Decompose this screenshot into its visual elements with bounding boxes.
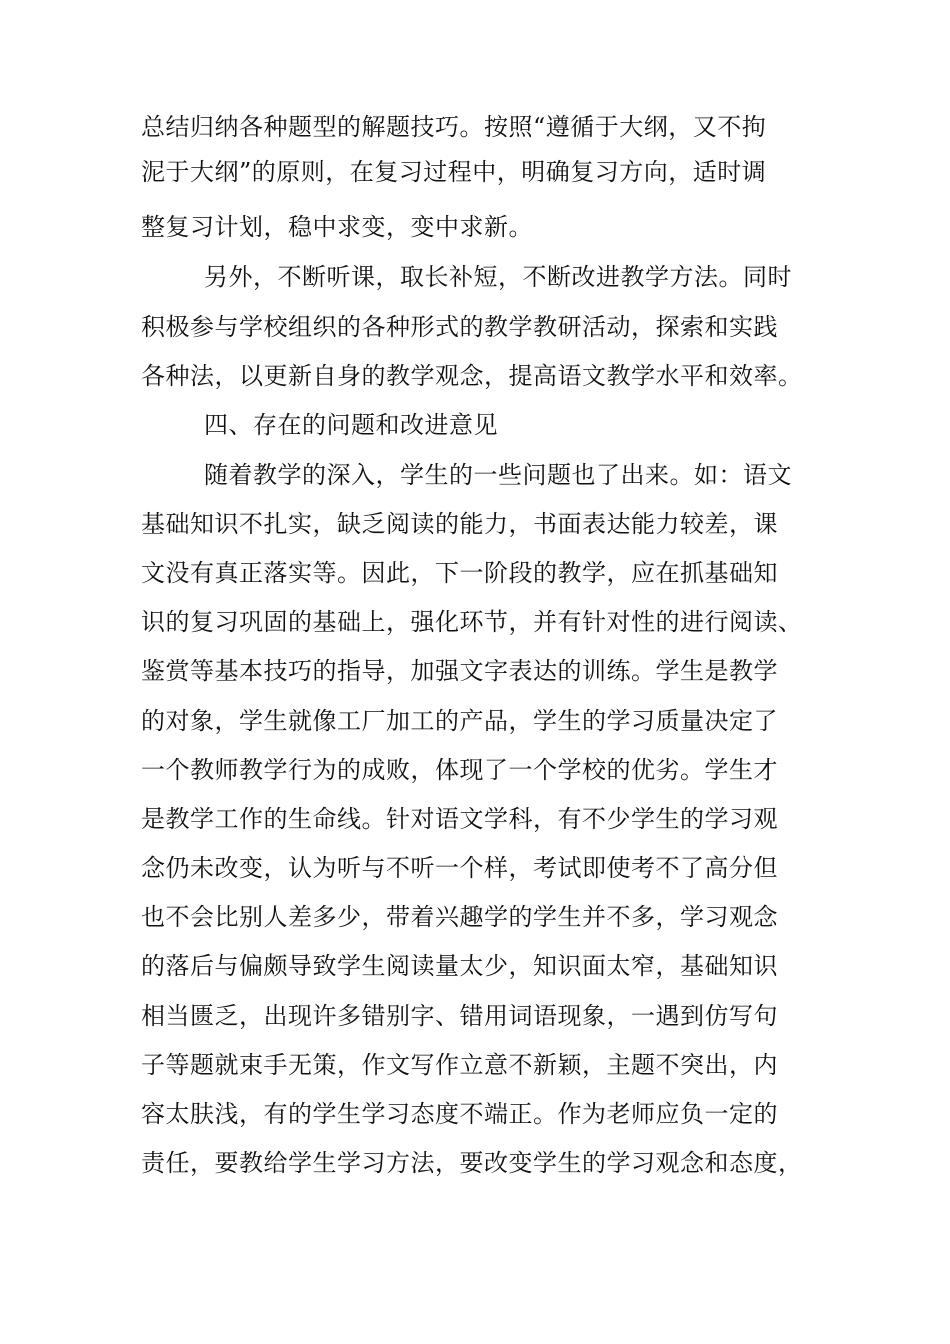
text-line: 鉴赏等基本技巧的指导，加强文字表达的训练。学生是教学 — [141, 657, 778, 685]
text-line: 念仍未改变，认为听与不听一个样，考试即使考不了高分但 — [141, 854, 778, 882]
text-line: 积极参与学校组织的各种形式的教学教研活动，探索和实践 — [141, 313, 778, 341]
section-heading: 四、存在的问题和改进意见 — [204, 411, 498, 439]
text-line: 一个教师教学行为的成败，体现了一个学校的优劣。学生才 — [141, 756, 778, 784]
text-line: 容太肤浅，有的学生学习态度不端正。作为老师应负一定的 — [141, 1100, 778, 1128]
text-line: 总结归纳各种题型的解题技巧。按照“遵循于大纲，又不拘 — [141, 113, 767, 141]
text-line: 的对象，学生就像工厂加工的产品，学生的学习质量决定了 — [141, 707, 778, 735]
text-line: 的落后与偏颇导致学生阅读量太少，知识面太窄，基础知识 — [141, 952, 778, 980]
text-line: 整复习计划，稳中求变，变中求新。 — [141, 213, 533, 241]
text-line: 泥于大纲”的原则，在复习过程中，明确复习方向，适时调 — [141, 158, 767, 186]
text-line: 相当匮乏，出现许多错别字、错用词语现象，一遇到仿写句 — [141, 1002, 778, 1030]
text-line: 各种法，以更新自身的教学观念，提高语文教学水平和效率。 — [141, 362, 803, 390]
paragraph-first-line: 另外，不断听课，取长补短，不断改进教学方法。同时 — [204, 263, 792, 291]
paragraph-first-line: 随着教学的深入，学生的一些问题也了出来。如：语文 — [204, 461, 792, 489]
text-line: 基础知识不扎实，缺乏阅读的能力，书面表达能力较差，课 — [141, 510, 778, 538]
text-line: 责任，要教给学生学习方法，要改变学生的学习观念和态度， — [141, 1149, 803, 1177]
text-line: 文没有真正落实等。因此，下一阶段的教学，应在抓基础知 — [141, 559, 778, 587]
text-line: 识的复习巩固的基础上，强化环节，并有针对性的进行阅读、 — [141, 608, 803, 636]
text-line: 是教学工作的生命线。针对语文学科，有不少学生的学习观 — [141, 805, 778, 833]
text-line: 子等题就束手无策，作文写作立意不新颖，主题不突出，内 — [141, 1051, 778, 1079]
text-line: 也不会比别人差多少，带着兴趣学的学生并不多，学习观念 — [141, 903, 778, 931]
